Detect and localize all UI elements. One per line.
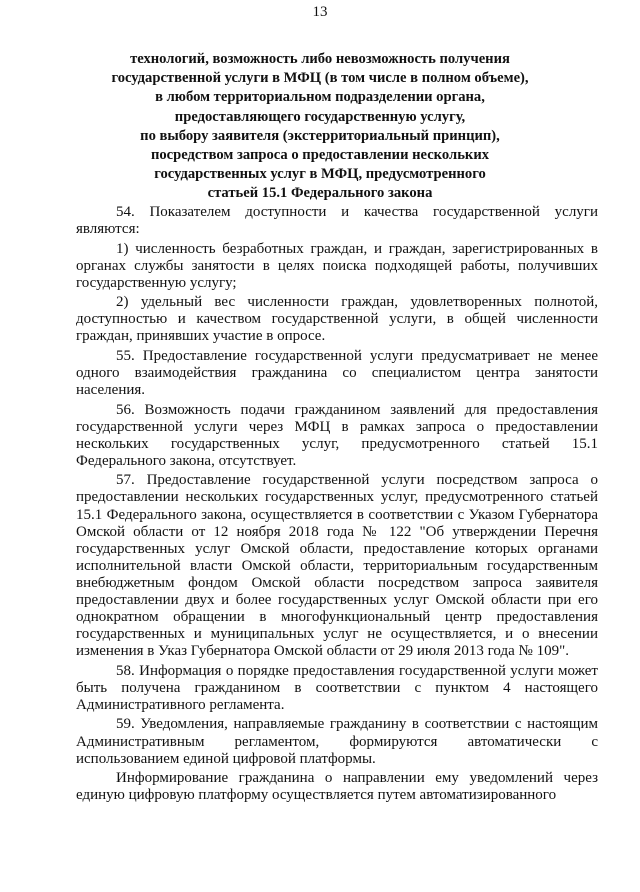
paragraph-54: 54. Показателем доступности и качества государственной услуги являются: xyxy=(76,204,598,238)
document-body xyxy=(76,204,598,807)
paragraph-54-item-1: 1) численность безработных граждан, и граждан, зарегистрированных в органах службы занятости в целях поиска подходящей работы, получивших государственную услугу; xyxy=(76,240,598,291)
paragraph-57: 57. Предоставление государственной услуги посредством запроса о предоставлении нескольких государственных услуг, предусмотренного статьей 15.1 Федерального закона, осуществляется в соответствии с Указом Губернатора Омской области от 12 ноября 2018 года № 122 "Об утверждении Перечня государственных услуг Омской области, предоставление которых органами исполнительной власти Омской области, территориальным государственным внебюджетным фондом Омской области посредством запроса заявителя предоставлении двух и более государственных услуг Омской области при его однократном обращении в многофункциональный центр предоставления государственных и муниципальных услуг не осуществляется, и о внесении изменения в Указ Губернатора Омской области от 29 июля 2013 года № 109". xyxy=(76,472,598,660)
paragraph-59-continuation: Информирование гражданина о направлении ему уведомлений через единую цифровую платформу осуществляется путем автоматизированного xyxy=(76,770,598,804)
heading-line: государственной услуги в МФЦ (в том числе в полном объеме), xyxy=(111,70,529,87)
page-number: 13 xyxy=(312,4,328,20)
paragraph-55: 55. Предоставление государственной услуги предусматривает не менее одного взаимодействия гражданина со специалистом центра занятости населения. xyxy=(76,347,598,399)
section-heading xyxy=(100,50,540,204)
paragraph-59: 59. Уведомления, направляемые гражданину в соответствии с настоящим Административным регламентом, формируются автоматически с использованием единой цифровой платформы. xyxy=(76,716,598,767)
paragraph-54-item-2: 2) удельный вес численности граждан, удовлетворенных полнотой, доступностью и качеством государственной услуги, в общей численности граждан, принявших участие в опросе. xyxy=(76,294,598,345)
heading-line: государственных услуг в МФЦ, предусмотренного xyxy=(154,166,486,183)
heading-line: посредством запроса о предоставлении нескольких xyxy=(150,147,490,164)
heading-line: предоставляющего государственную услугу, xyxy=(174,108,466,125)
heading-line: по выбору заявителя (экстерриториальный принцип), xyxy=(140,127,500,144)
heading-line: технологий, возможность либо невозможность получения xyxy=(130,51,510,67)
heading-line: в любом территориальном подразделении органа, xyxy=(155,89,485,106)
heading-line: статьей 15.1 Федерального закона xyxy=(207,185,433,202)
paragraph-56: 56. Возможность подачи гражданином заявлений для предоставления государственной услуги через МФЦ в рамках запроса о предоставлении нескольких государственных услуг, предусмотренного статьей 15.1 Федерального закона, отсутствует. xyxy=(76,401,598,469)
paragraph-58: 58. Информация о порядке предоставления государственной услуги может быть получена гражданином в соответствии с пунктом 4 настоящего Административного регламента. xyxy=(76,662,598,713)
